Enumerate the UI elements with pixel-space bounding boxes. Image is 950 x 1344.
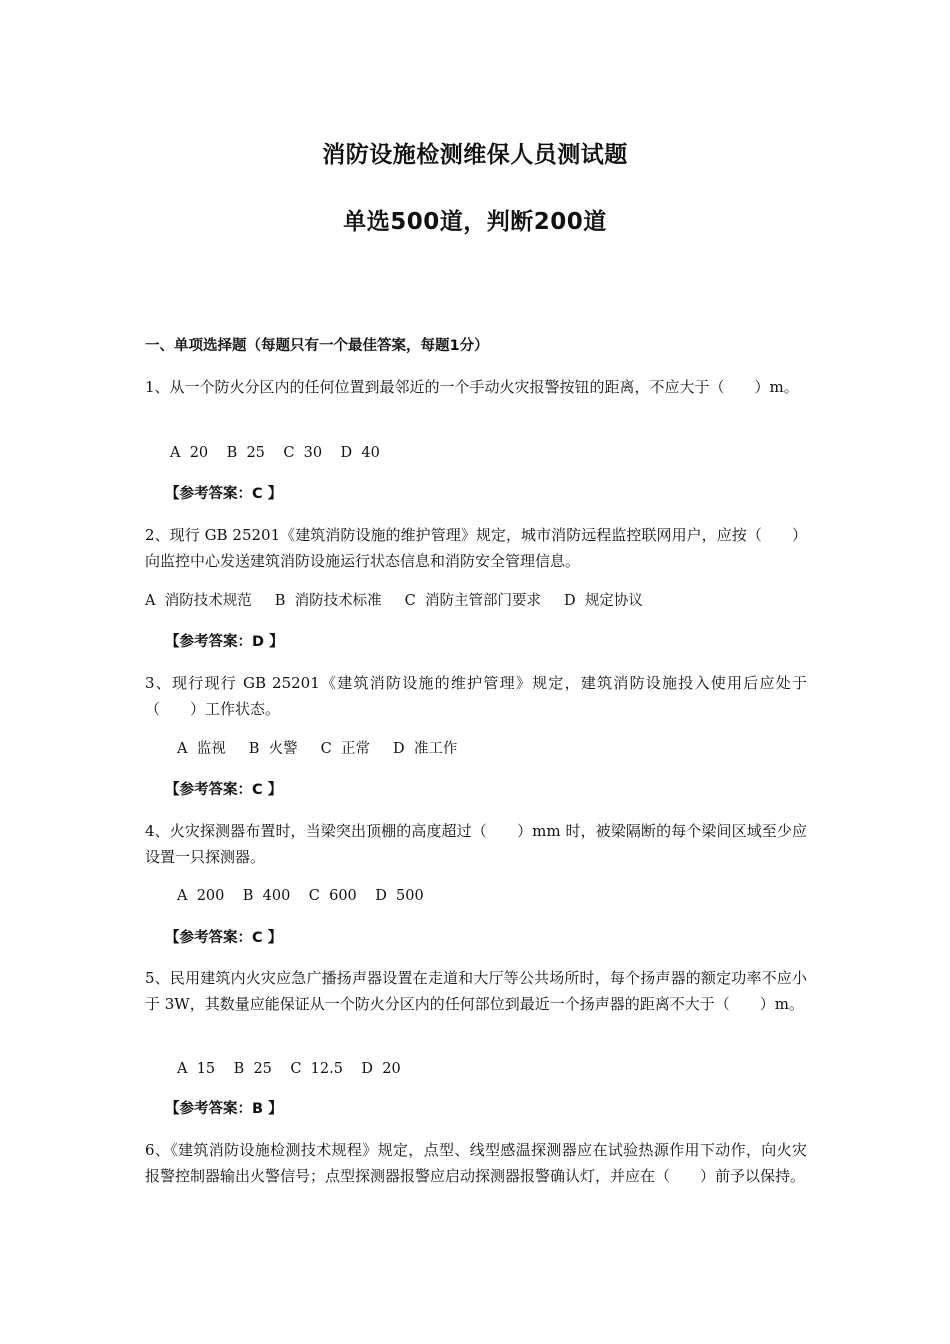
question-text: 6、《建筑消防设施检测技术规程》规定，点型、线型感温探测器应在试验热源作用下动作，向火灾报警控制器输出火警信号；点型探测器报警应启动探测器报警确认灯，并应在（ ）前予以保持。 — [145, 1141, 807, 1185]
question-text: 5、民用建筑内火灾应急广播扬声器设置在走道和大厅等公共场所时，每个扬声器的额定功率不应小于 3W，其数量应能保证从一个防火分区内的任何部位到最近一个扬声器的距离不大于（ ）m。 — [145, 969, 807, 1013]
question-options: A 200 B 400 C 600 D 500 — [177, 888, 424, 904]
section-heading: 一、单项选择题（每题只有一个最佳答案，每题1分） — [145, 338, 489, 354]
reference-answer: 【参考答案：B 】 — [165, 1101, 283, 1117]
question-text: 3、现行现行 GB 25201《建筑消防设施的维护管理》规定，建筑消防设施投入使用后应处于（ ）工作状态。 — [145, 674, 807, 718]
document-subtitle: 单选500道，判断200道 — [343, 209, 607, 235]
question-text: 2、现行 GB 25201《建筑消防设施的维护管理》规定，城市消防远程监控联网用户，应按（ ）向监控中心发送建筑消防设施运行状态信息和消防安全管理信息。 — [145, 526, 807, 570]
reference-answer: 【参考答案：C 】 — [165, 930, 283, 946]
question-options: A 20 B 25 C 30 D 40 — [170, 445, 380, 461]
question-options: A 15 B 25 C 12.5 D 20 — [177, 1061, 401, 1077]
question-options: A 监视 B 火警 C 正常 D 准工作 — [177, 741, 458, 757]
reference-answer: 【参考答案：D 】 — [165, 634, 284, 650]
reference-answer: 【参考答案：C 】 — [165, 486, 283, 502]
question-text: 4、火灾探测器布置时，当梁突出顶棚的高度超过（ ）mm 时，被梁隔断的每个梁间区域至少应设置一只探测器。 — [145, 822, 807, 866]
reference-answer: 【参考答案：C 】 — [165, 782, 283, 798]
document-title: 消防设施检测维保人员测试题 — [322, 142, 628, 168]
question-text: 1、从一个防火分区内的任何位置到最邻近的一个手动火灾报警按钮的距离，不应大于（ ）m。 — [145, 378, 799, 396]
question-options: A 消防技术规范 B 消防技术标准 C 消防主管部门要求 D 规定协议 — [145, 593, 643, 609]
